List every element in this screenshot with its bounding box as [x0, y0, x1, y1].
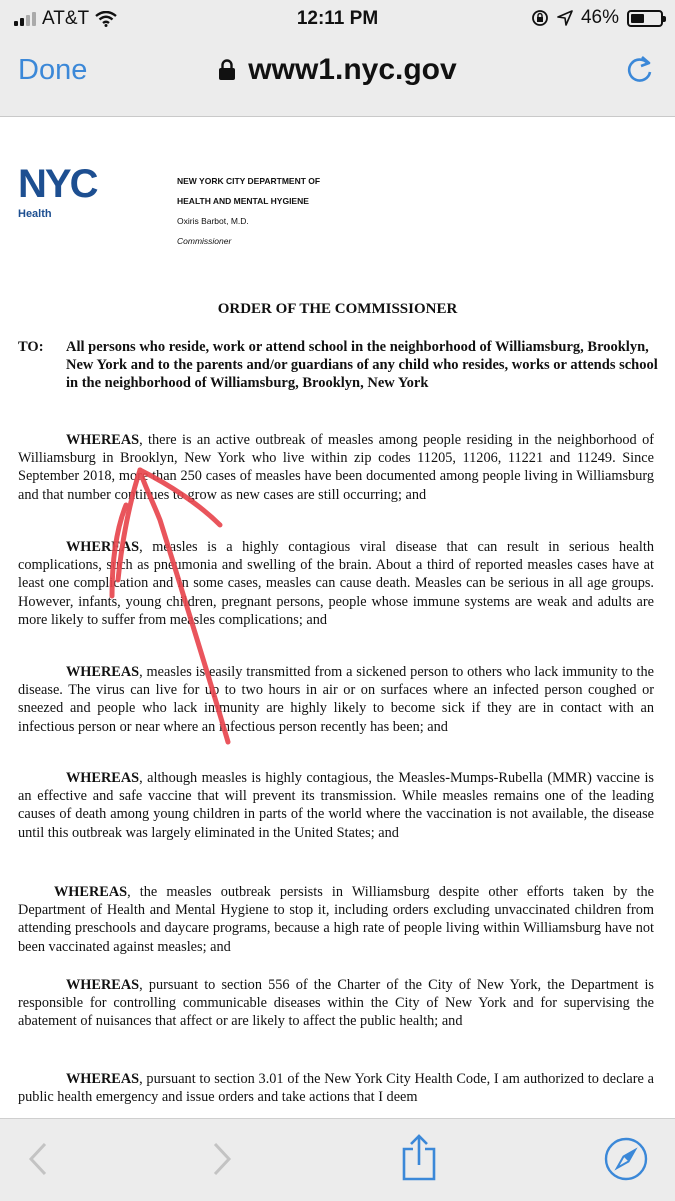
forward-arrow-icon[interactable] — [210, 1139, 234, 1179]
whereas-paragraph-1: WHEREAS, there is an active outbreak of measles among people residing in the neighborhood of Williamsburg in Brooklyn, New York who live within zip codes 11205, 11206, 11221 and 11249. Since September 2018, more than 250 cases of measles have been documented among people living in Williamsburg and that number continues to grow as new cases are still occurring; and — [18, 432, 654, 503]
logo-subtext: Health — [18, 208, 52, 220]
to-text: All persons who reside, work or attend school in the neighborhood of Williamsburg, Brooklyn, New York and to the parents and/or guardians of any child who resides, works or attends school in the neighborhood of Williamsburg, Brooklyn, New York — [66, 339, 658, 391]
whereas-paragraph-4: WHEREAS, although measles is highly contagious, the Measles-Mumps-Rubella (MMR) vaccine is an effective and safe vaccine that will prevent its transmission. While measles remains one of the leading causes of death among young children in parts of the world where the vaccination is not available, the disease until this outbreak was largely eliminated in the United States; and — [18, 770, 654, 841]
whereas-paragraph-6: WHEREAS, pursuant to section 556 of the Charter of the City of New York, the Department is responsible for controlling communicable diseases within the City of New York and for supervising the abatement of nuisances that affect or are likely to affect the public health; and — [18, 977, 654, 1030]
status-time: 12:11 PM — [296, 8, 379, 29]
bottom-toolbar — [0, 1118, 675, 1201]
whereas-paragraph-5: WHEREAS, the measles outbreak persists in Williamsburg despite other efforts taken by the Department of Health and Mental Hygiene to stop it, including orders excluding unvaccinated children from attending preschools and daycare programs, because a high rate of people living within Williamsburg have not been vaccinated against measles; and — [18, 884, 654, 955]
whereas-paragraph-3: WHEREAS, measles is easily transmitted from a sickened person to others who lack immunity to the disease. The virus can live for up to two hours in air or on surfaces where an infected person coughed or sneezed and people who lack immunity are highly likely to become sick if they are in contact with an infectious person or near where an infectious person recently has been; and — [18, 664, 654, 735]
whereas-paragraph-7: WHEREAS, pursuant to section 3.01 of the New York City Health Code, I am authorized to declare a public health emergency and issue orders and take actions that I deem — [18, 1071, 654, 1106]
pdf-document[interactable] — [0, 117, 675, 1117]
done-button[interactable]: Done — [18, 54, 88, 86]
whereas-label: WHEREAS — [54, 884, 128, 900]
department-header — [177, 171, 320, 251]
whereas-label: WHEREAS — [66, 770, 140, 786]
safari-compass-icon[interactable] — [604, 1137, 648, 1181]
status-bar — [0, 0, 675, 38]
reload-icon[interactable] — [625, 54, 655, 86]
url-text: www1.nyc.gov — [248, 53, 457, 86]
whereas-label: WHEREAS — [66, 977, 140, 993]
to-block — [18, 338, 658, 392]
status-right — [531, 7, 663, 29]
whereas-paragraph-2: WHEREAS, measles is a highly contagious viral disease that can result in serious health complications, such as pneumonia and swelling of the brain. About a third of reported measles cases have at least one complication and in some cases, measles can cause death. Measles can be serious in all age groups. However, infants, young children, pregnant persons, people whose immune systems are weak and adults are more likely to suffer from measles complications; and — [18, 539, 654, 628]
share-icon[interactable] — [400, 1133, 438, 1183]
commissioner-name: Oxiris Barbot, M.D. — [177, 216, 249, 226]
rotation-lock-icon — [531, 9, 549, 27]
battery-icon — [627, 10, 663, 27]
back-arrow-icon[interactable] — [26, 1139, 50, 1179]
order-title: ORDER OF THE COMMISSIONER — [217, 301, 458, 317]
lock-icon — [218, 59, 236, 81]
commissioner-title: Commissioner — [177, 236, 232, 246]
browser-nav-bar — [0, 38, 675, 117]
whereas-label: WHEREAS — [66, 539, 140, 555]
whereas-label: WHEREAS — [66, 432, 140, 448]
carrier-label: AT&T — [42, 8, 90, 29]
url-field[interactable] — [0, 53, 675, 87]
battery-percent: 46% — [580, 7, 619, 28]
nyc-logo-mark — [18, 165, 123, 201]
location-icon — [557, 10, 573, 26]
whereas-label: WHEREAS — [66, 1071, 140, 1087]
to-label: TO: — [18, 339, 44, 355]
department-line2: HEALTH AND MENTAL HYGIENE — [177, 196, 309, 206]
department-line1: NEW YORK CITY DEPARTMENT OF — [177, 176, 321, 186]
logo-text: NYC — [18, 165, 97, 201]
whereas-label: WHEREAS — [66, 664, 140, 680]
nyc-health-logo — [18, 165, 123, 220]
